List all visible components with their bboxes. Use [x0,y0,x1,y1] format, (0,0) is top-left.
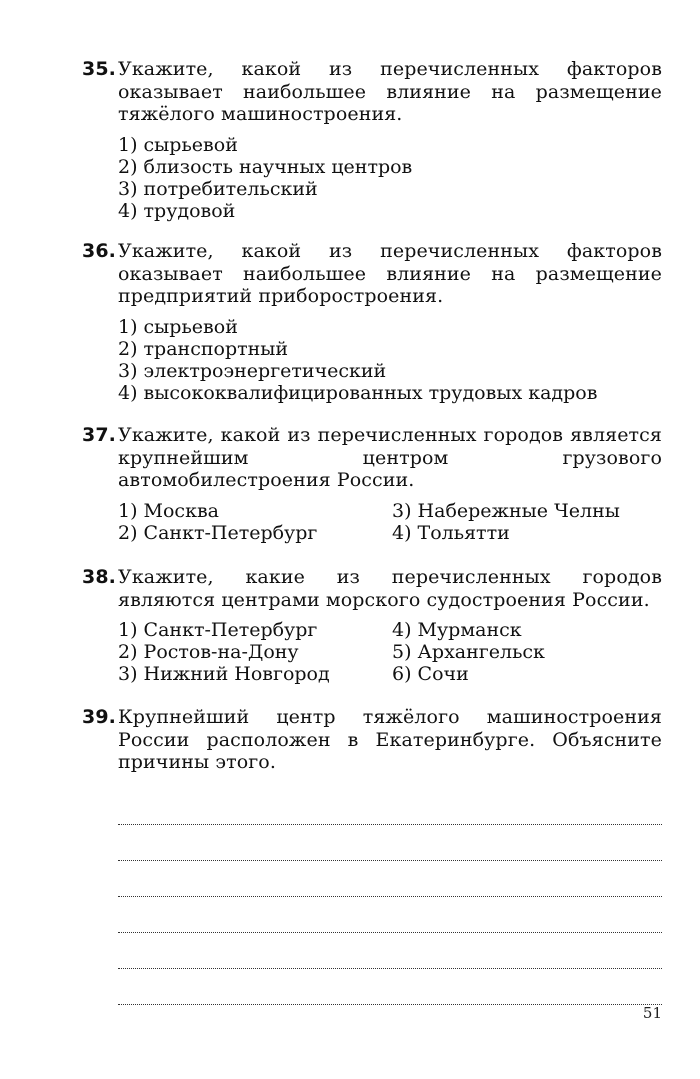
question-36-option-4: 4) высококвалифицированных трудовых кадров [118,381,598,404]
question-38-option-2: 2) Ростов-на-Дону [118,641,299,663]
answer-line[interactable] [118,933,662,969]
question-36-options [82,316,662,404]
question-39-prompt [82,706,662,774]
question-39-text: Крупнейший центр тяжёлого машиностроения России расположен в Екатеринбурге. Объясните причины этого. [118,706,662,773]
question-36 [82,240,662,404]
question-38-prompt [82,566,662,611]
question-37-option-3: 3) Набережные Челны [392,499,620,522]
question-35-option-4: 4) трудовой [118,199,236,222]
question-37-options [82,500,662,544]
question-36-text: Укажите, какой из перечисленных факторов оказывает наибольшее влияние на размещение предприятий приборостроения. [118,240,662,307]
question-39-number: 39. [82,706,116,728]
question-38-option-4: 4) Мурманск [392,619,522,641]
question-36-option-2: 2) транспортный [118,337,289,360]
question-37-option-4: 4) Тольятти [392,521,510,544]
question-37-number: 37. [82,424,116,446]
page-number: 51 [642,1004,662,1022]
question-38-options [82,619,662,685]
question-38-option-3: 3) Нижний Новгород [118,663,330,685]
question-38-option-5: 5) Архангельск [392,641,545,663]
answer-line[interactable] [118,969,662,1005]
question-35-text: Укажите, какой из перечисленных факторов оказывает наибольшее влияние на размещение тяжёлого машиностроения. [118,58,662,125]
question-36-option-3: 3) электроэнергетический [118,359,387,382]
question-35-prompt [82,58,662,126]
question-37-prompt [82,424,662,492]
question-38-text: Укажите, какие из перечисленных городов являются центрами морского судостроения России. [118,566,662,611]
question-37 [82,424,662,544]
question-35-option-2: 2) близость научных центров [118,155,413,178]
question-35-option-1: 1) сырьевой [118,133,238,156]
question-36-prompt [82,240,662,308]
question-39 [82,706,662,774]
answer-line[interactable] [118,825,662,861]
answer-line[interactable] [118,789,662,825]
question-38-option-6: 6) Сочи [392,663,469,685]
question-35-options [82,134,662,222]
question-36-option-1: 1) сырьевой [118,315,238,338]
question-37-text: Укажите, какой из перечисленных городов является крупнейшим центром грузового автомобилестроения России. [118,424,662,491]
question-37-option-2: 2) Санкт-Петербург [118,521,318,544]
answer-area[interactable] [118,789,662,1005]
question-38-number: 38. [82,566,116,588]
answer-line[interactable] [118,861,662,897]
question-38 [82,566,662,685]
question-36-number: 36. [82,240,116,262]
question-35 [82,58,662,222]
question-37-option-1: 1) Москва [118,499,219,522]
question-38-option-1: 1) Санкт-Петербург [118,619,318,641]
answer-line[interactable] [118,897,662,933]
question-35-option-3: 3) потребительский [118,177,318,200]
question-35-number: 35. [82,58,116,80]
